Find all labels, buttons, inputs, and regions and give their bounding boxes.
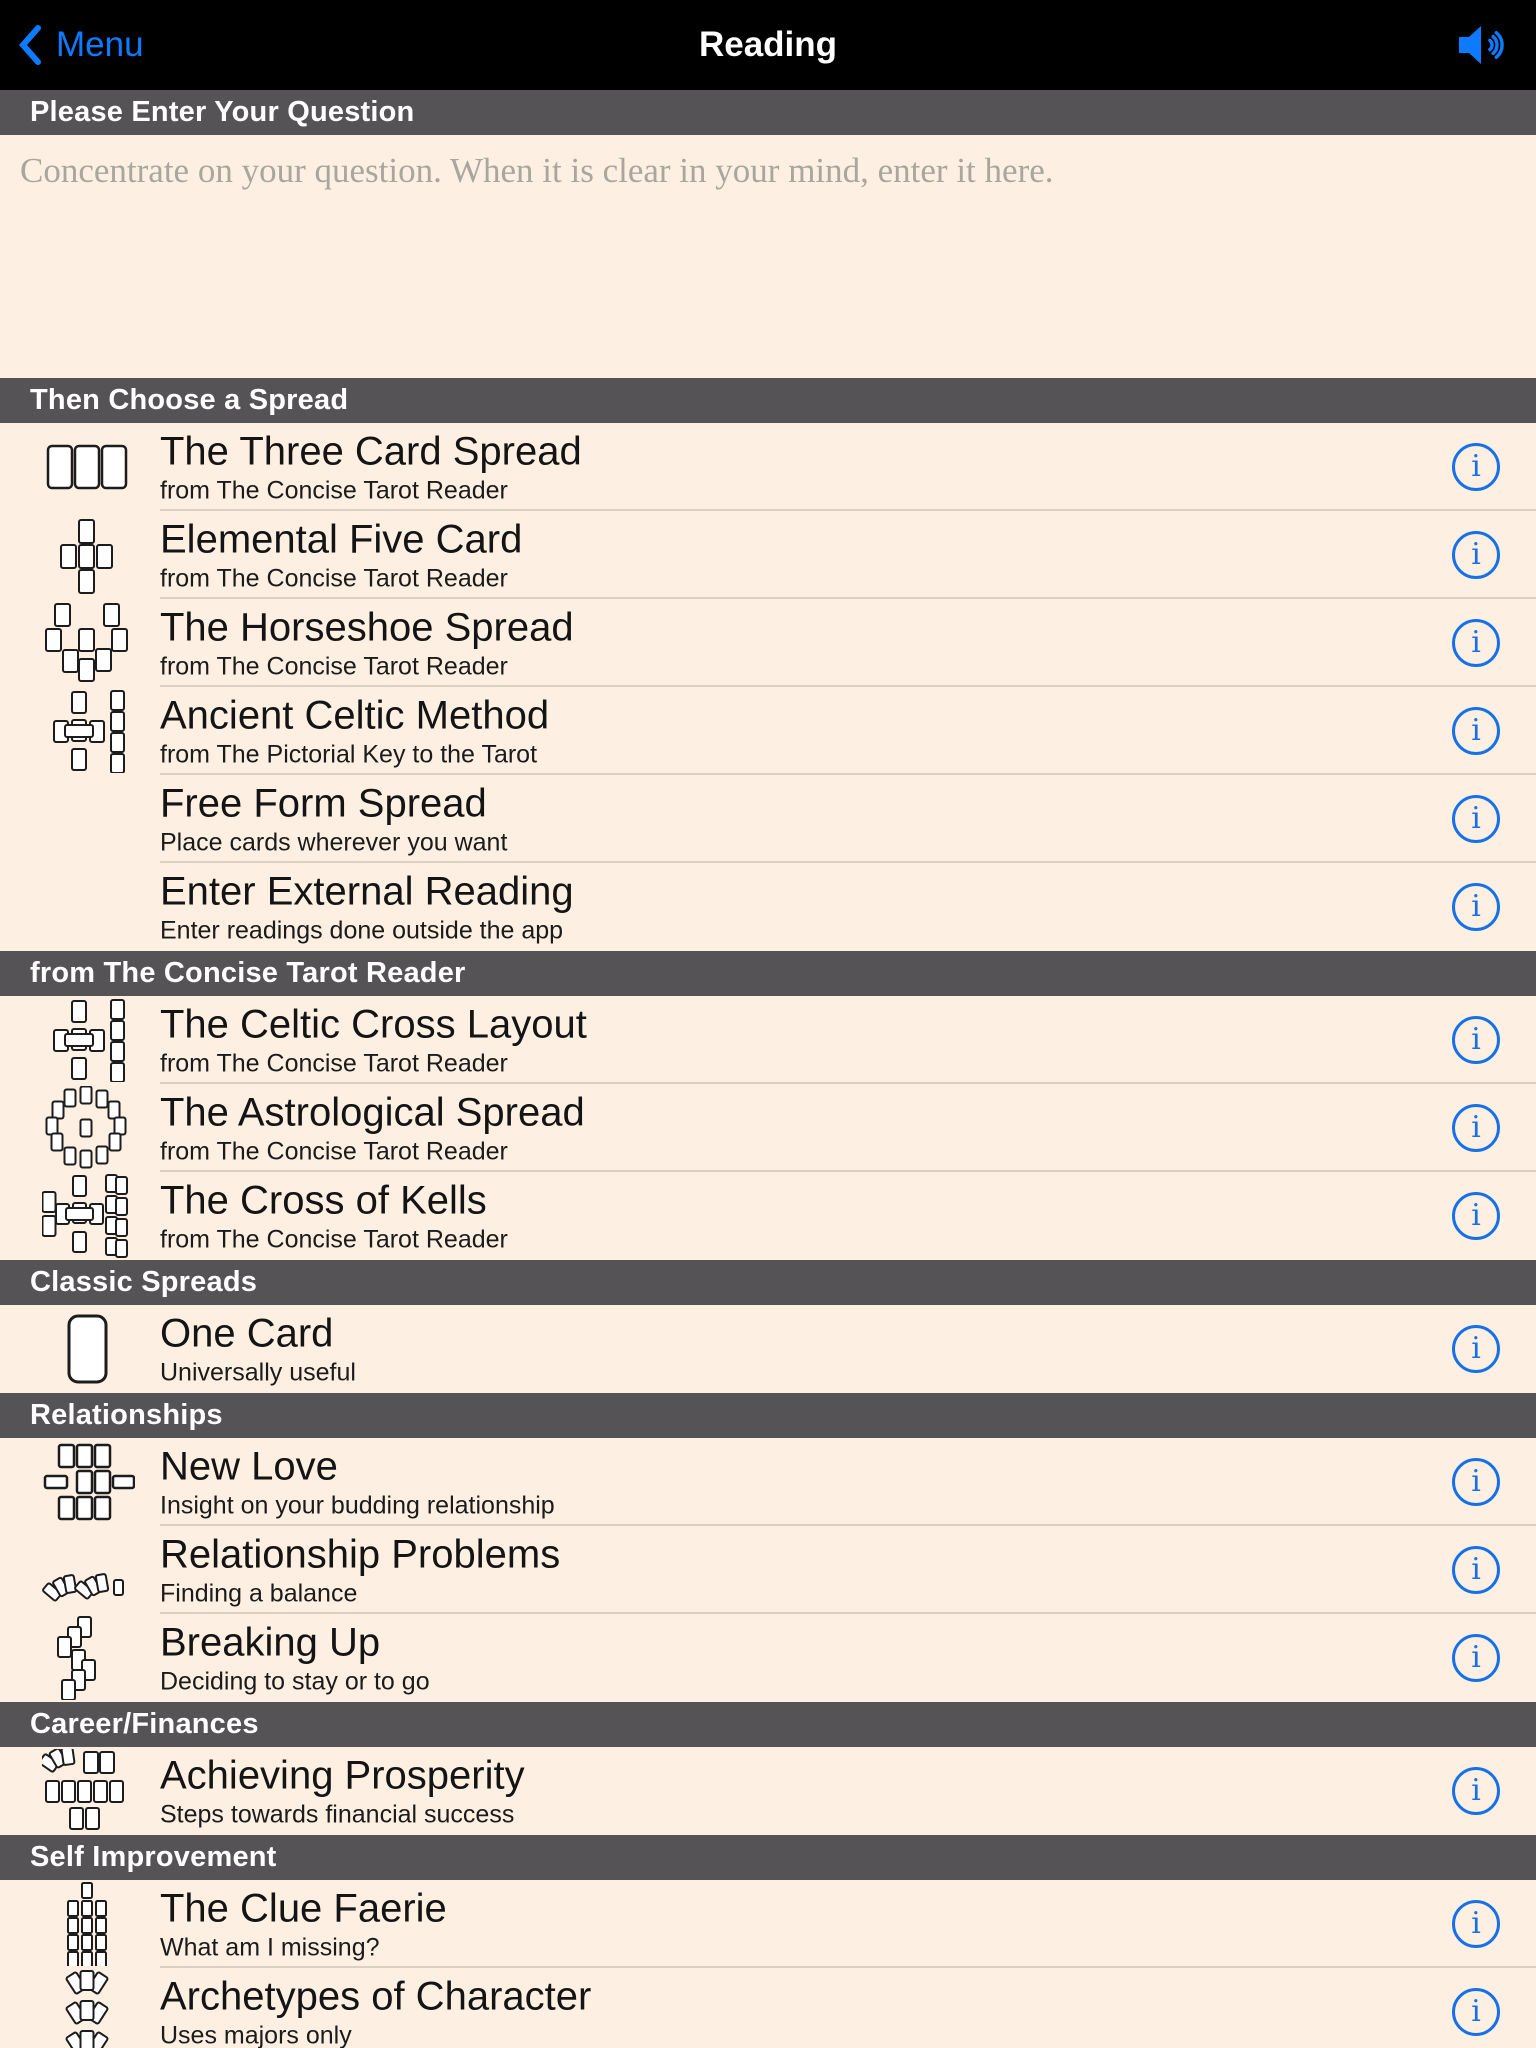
info-button[interactable]	[1452, 619, 1500, 667]
info-icon: i	[1471, 1905, 1481, 1941]
nav-bar	[0, 0, 1536, 90]
info-icon: i	[1471, 1639, 1481, 1675]
info-button[interactable]	[1452, 1325, 1500, 1373]
new-love-icon	[39, 1440, 135, 1524]
clue-faerie-icon	[42, 1882, 132, 1966]
section-header-career-finances	[0, 1702, 1536, 1747]
section-header-self-improvement	[0, 1835, 1536, 1880]
info-button[interactable]	[1452, 1104, 1500, 1152]
info-icon: i	[1471, 1021, 1481, 1057]
section-header-label: Please Enter Your Question	[30, 96, 415, 128]
spread-subtitle: Place cards wherever you want	[160, 828, 508, 857]
info-icon: i	[1471, 1463, 1481, 1499]
spread-subtitle: from The Concise Tarot Reader	[160, 1225, 508, 1254]
astrological-spread-icon	[42, 1086, 132, 1170]
info-icon: i	[1471, 1330, 1481, 1366]
info-icon: i	[1471, 1772, 1481, 1808]
spread-title: The Clue Faerie	[160, 1886, 447, 1931]
spread-title: Achieving Prosperity	[160, 1753, 525, 1798]
chevron-left-icon	[18, 24, 42, 66]
spread-row-elemental-five[interactable]	[0, 511, 1536, 599]
spread-row-one-card[interactable]	[0, 1305, 1536, 1393]
info-icon: i	[1471, 1551, 1481, 1587]
celtic-cross-icon	[42, 689, 132, 773]
info-button[interactable]	[1452, 1458, 1500, 1506]
spread-row-breaking-up[interactable]	[0, 1614, 1536, 1702]
spread-title: The Cross of Kells	[160, 1178, 487, 1223]
info-icon: i	[1471, 800, 1481, 836]
spread-row-achieving-prosperity[interactable]	[0, 1747, 1536, 1835]
info-icon: i	[1471, 448, 1481, 484]
info-icon: i	[1471, 888, 1481, 924]
spread-subtitle: from The Concise Tarot Reader	[160, 476, 508, 505]
spread-subtitle: Universally useful	[160, 1358, 356, 1387]
info-button[interactable]	[1452, 1634, 1500, 1682]
section-header-question	[0, 90, 1536, 135]
section-header-label: Self Improvement	[30, 1841, 277, 1873]
spread-title: Breaking Up	[160, 1620, 381, 1665]
spread-row-horseshoe[interactable]	[0, 599, 1536, 687]
spread-subtitle: Steps towards financial success	[160, 1800, 515, 1829]
info-button[interactable]	[1452, 1192, 1500, 1240]
cross-of-kells-icon	[42, 1174, 132, 1258]
info-button[interactable]	[1452, 795, 1500, 843]
spread-subtitle: What am I missing?	[160, 1933, 380, 1962]
celtic-cross-icon	[42, 998, 132, 1082]
spread-row-three-card[interactable]	[0, 423, 1536, 511]
info-button[interactable]	[1452, 707, 1500, 755]
spread-row-external-reading[interactable]	[0, 863, 1536, 951]
achieving-prosperity-icon	[42, 1749, 132, 1833]
info-button[interactable]	[1452, 531, 1500, 579]
section-header-concise-tarot	[0, 951, 1536, 996]
info-icon: i	[1471, 712, 1481, 748]
breaking-up-icon	[42, 1616, 132, 1700]
section-header-choose-spread	[0, 378, 1536, 423]
info-button[interactable]	[1452, 1767, 1500, 1815]
spread-row-archetypes[interactable]	[0, 1968, 1536, 2048]
info-button[interactable]	[1452, 1900, 1500, 1948]
archetypes-of-character-icon	[42, 1970, 132, 2048]
spread-title: Archetypes of Character	[160, 1974, 592, 2019]
section-header-classic	[0, 1260, 1536, 1305]
info-button[interactable]	[1452, 1546, 1500, 1594]
spread-row-new-love[interactable]	[0, 1438, 1536, 1526]
spread-row-clue-faerie[interactable]	[0, 1880, 1536, 1968]
relationship-problems-icon	[42, 1528, 132, 1612]
spread-subtitle: from The Concise Tarot Reader	[160, 564, 508, 593]
spread-subtitle: from The Pictorial Key to the Tarot	[160, 740, 538, 769]
back-button[interactable]	[18, 0, 144, 90]
spread-subtitle: Enter readings done outside the app	[160, 916, 564, 945]
info-button[interactable]	[1452, 1016, 1500, 1064]
spread-title: Free Form Spread	[160, 781, 487, 826]
spread-subtitle: from The Concise Tarot Reader	[160, 1049, 508, 1078]
spread-row-celtic-cross-layout[interactable]	[0, 996, 1536, 1084]
elemental-five-card-icon	[42, 513, 132, 597]
spread-title: Ancient Celtic Method	[160, 693, 550, 738]
info-icon: i	[1471, 536, 1481, 572]
horseshoe-spread-icon	[42, 601, 132, 685]
spread-row-astrological[interactable]	[0, 1084, 1536, 1172]
speaker-volume-icon	[1458, 22, 1510, 68]
spread-title: New Love	[160, 1444, 338, 1489]
spread-subtitle: Uses majors only	[160, 2021, 352, 2048]
three-card-spread-icon	[42, 425, 132, 509]
section-header-label: Then Choose a Spread	[30, 384, 349, 416]
one-card-icon	[42, 1307, 132, 1391]
info-icon: i	[1471, 624, 1481, 660]
spread-subtitle: from The Concise Tarot Reader	[160, 1137, 508, 1166]
section-header-label: Relationships	[30, 1399, 223, 1431]
spread-title: Elemental Five Card	[160, 517, 523, 562]
spread-title: The Horseshoe Spread	[160, 605, 574, 650]
info-button[interactable]	[1452, 1988, 1500, 2036]
spread-title: Enter External Reading	[160, 869, 574, 914]
spread-subtitle: Insight on your budding relationship	[160, 1491, 555, 1520]
section-header-relationships	[0, 1393, 1536, 1438]
section-header-label: from The Concise Tarot Reader	[30, 957, 466, 989]
spread-title: One Card	[160, 1311, 334, 1356]
info-icon: i	[1471, 1993, 1481, 2029]
spread-subtitle: Deciding to stay or to go	[160, 1667, 430, 1696]
info-button[interactable]	[1452, 883, 1500, 931]
info-icon: i	[1471, 1109, 1481, 1145]
spread-title: Relationship Problems	[160, 1532, 561, 1577]
info-button[interactable]	[1452, 443, 1500, 491]
section-header-label: Career/Finances	[30, 1708, 259, 1740]
info-icon: i	[1471, 1197, 1481, 1233]
question-input[interactable]	[0, 135, 1536, 378]
spread-row-free-form[interactable]	[0, 775, 1536, 863]
spread-subtitle: from The Concise Tarot Reader	[160, 652, 508, 681]
sound-button[interactable]	[1458, 0, 1510, 90]
spread-title: The Three Card Spread	[160, 429, 582, 474]
back-button-label: Menu	[56, 25, 144, 64]
spread-subtitle: Finding a balance	[160, 1579, 358, 1608]
page-title: Reading	[698, 25, 838, 64]
spread-title: The Astrological Spread	[160, 1090, 585, 1135]
spread-row-relationship-problems[interactable]	[0, 1526, 1536, 1614]
spread-row-cross-of-kells[interactable]	[0, 1172, 1536, 1260]
spread-title: The Celtic Cross Layout	[160, 1002, 587, 1047]
spread-row-ancient-celtic[interactable]	[0, 687, 1536, 775]
section-header-label: Classic Spreads	[30, 1266, 258, 1298]
